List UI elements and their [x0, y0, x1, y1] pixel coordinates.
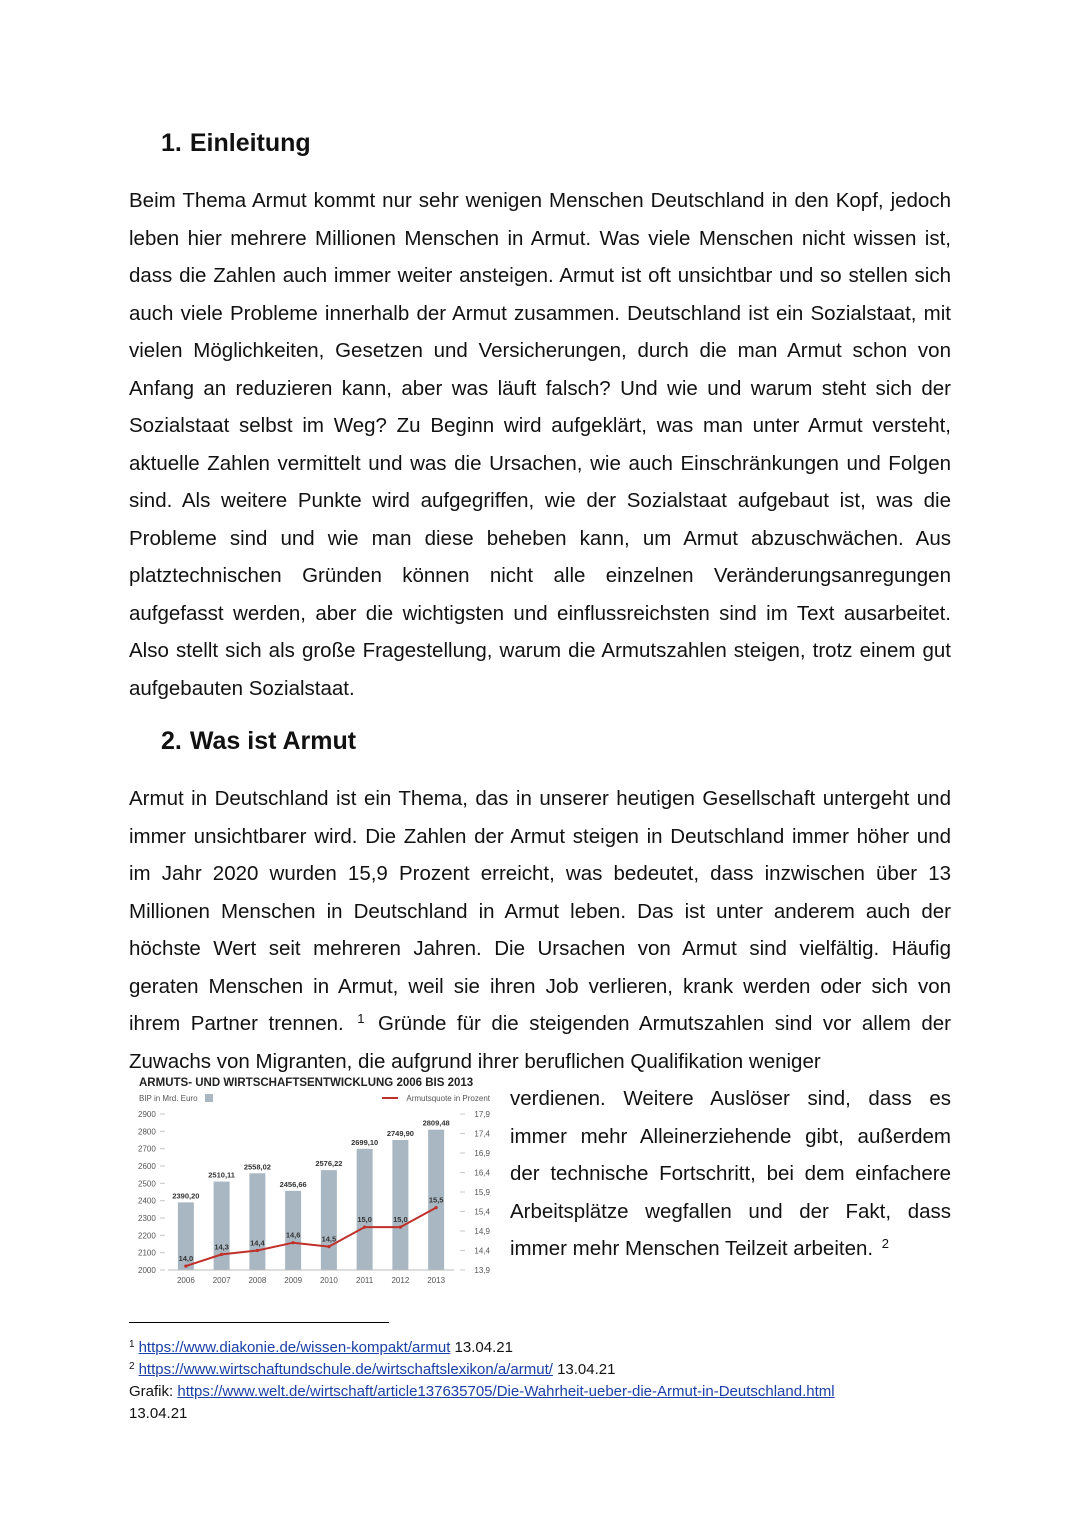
footnote-ref-2: 2 [881, 1236, 890, 1251]
y-left-tick-label: 2100 [138, 1248, 156, 1258]
footnote-mark: 1 [129, 1339, 135, 1350]
paragraph-wrap-text [510, 1080, 951, 1268]
line-label-2008: 14,4 [250, 1238, 265, 1248]
armut-wirtschaft-chart [132, 1072, 498, 1290]
y-left-tick-label: 2700 [138, 1144, 156, 1154]
x-tick-label: 2011 [356, 1276, 374, 1285]
y-left-tick-label: 2600 [138, 1162, 156, 1171]
y-right-tick-label: 17,4 [474, 1129, 490, 1139]
x-tick-label: 2008 [248, 1276, 267, 1285]
graphic-credit-label: Grafik: [129, 1383, 174, 1400]
bar-label-2006: 2390,20 [172, 1191, 200, 1201]
x-tick-label: 2007 [212, 1276, 231, 1285]
y-right-tick-label: 16,9 [474, 1149, 490, 1158]
bar-label-2009: 2456,66 [279, 1179, 307, 1189]
bar-label-2011: 2699,10 [351, 1137, 379, 1147]
y-right-tick-label: 14,9 [474, 1227, 490, 1236]
line-label-2013: 15,5 [428, 1195, 444, 1205]
line-label-2012: 15,0 [393, 1215, 408, 1225]
bar-label-2010: 2576,22 [315, 1159, 343, 1169]
line-point-2009 [292, 1241, 295, 1244]
footnote-separator [129, 1322, 389, 1323]
line-point-2006 [184, 1265, 187, 1268]
line-label-2010: 14,5 [321, 1234, 337, 1244]
footnote-date: 13.04.21 [557, 1361, 616, 1378]
line-point-2010 [327, 1245, 330, 1248]
bar-label-2013: 2809,48 [422, 1118, 450, 1128]
y-left-tick-label: 2900 [138, 1110, 156, 1119]
y-left-tick-label: 2800 [138, 1127, 156, 1137]
graphic-credit [129, 1381, 959, 1403]
footnote-date: 13.04.21 [454, 1339, 513, 1356]
y-right-tick-label: 14,4 [474, 1246, 490, 1256]
line-point-2007 [220, 1253, 223, 1256]
paragraph-text: Gründe für die steigenden Armutszahlen sind vor allem der Zuwachs von Migranten, die aufgrund ihrer beruflichen Qualifikation weniger [129, 1012, 951, 1073]
footnote-link-1[interactable]: https://www.diakonie.de/wissen-kompakt/armut [138, 1339, 451, 1356]
footnote-mark: 2 [129, 1361, 135, 1372]
x-tick-label: 2009 [284, 1276, 303, 1285]
line-point-2011 [363, 1226, 366, 1229]
graphic-credit-date: 13.04.21 [129, 1405, 188, 1422]
bar-2010 [321, 1170, 337, 1270]
paragraph-was-ist-armut [129, 780, 951, 1080]
footnote-ref-1: 1 [357, 1011, 365, 1026]
y-right-tick-label: 15,4 [474, 1207, 490, 1217]
x-tick-label: 2013 [427, 1276, 446, 1285]
heading-number: 1. [161, 129, 182, 157]
line-label-2007: 14,3 [214, 1242, 229, 1252]
paragraph-text: verdienen. Weitere Auslöser sind, dass es immer mehr Alleinerziehende gibt, außerdem der technische Fortschritt, bei dem einfachere Arbeitsplätze wegfallen und der Fakt, dass immer mehr Menschen Teilzeit arbeiten. [510, 1087, 951, 1260]
paragraph-einleitung: Beim Thema Armut kommt nur sehr wenigen Menschen Deutschland in den Kopf, jedoch leben hier mehrere Millionen Menschen in Armut. Was viele Menschen nicht wissen ist, dass die Zahlen auch immer weiter ansteigen. Armut ist oft unsichtbar und so stellen sich auch viele Probleme innerhalb der Armut zusammen. Deutschland ist ein Sozialstaat, mit vielen Möglichkeiten, Gesetzen und Versicherungen, durch die man Armut schon von Anfang an reduzieren kann, aber was läuft falsch? Und wie und warum steht sich der Sozialstaat selbst im Weg? Zu Beginn wird aufgeklärt, was man unter Armut versteht, aktuelle Zahlen vermittelt und was die Ursachen, wie auch Einschränkungen und Folgen sind. Als weitere Punkte wird aufgegriffen, wie der Sozialstaat aufgebaut ist, was die Probleme sind und wie man diese beheben kann, um Armut abzuschwächen. Aus platztechnischen Gründen können nicht alle einzelnen Veränderungsanregungen aufgefasst werden, aber die wichtigsten und einflussreichsten sind im Text ausarbeitet. Also stellt sich als große Fragestellung, warum die Armutszahlen steigen, trotz einem gut aufgebauten Sozialstaat. [129, 189, 951, 700]
line-label-2009: 14,6 [285, 1230, 301, 1240]
y-left-tick-label: 2000 [138, 1266, 156, 1275]
footnote-2 [129, 1359, 959, 1381]
y-right-tick-label: 16,4 [474, 1168, 490, 1178]
paragraph-text: Armut in Deutschland ist ein Thema, das in unserer heutigen Gesellschaft untergeht und immer unsichtbarer wird. Die Zahlen der Armut steigen in Deutschland immer höher und im Jahr 2020 wurden 15,9 Prozent erreicht, was bedeutet, dass inzwischen über 13 Millionen Menschen in Deutschland in Armut leben. Das ist unter anderem auch der höchste Wert seit mehreren Jahren. Die Ursachen von Armut sind vielfältig. Häufig geraten Menschen in Armut, weil sie ihren Job verlieren, krank werden oder sich von ihrem Partner trennen. [129, 787, 951, 1035]
line-point-2013 [435, 1206, 438, 1209]
bar-2011 [357, 1149, 373, 1270]
y-left-tick-label: 2500 [138, 1179, 156, 1189]
heading-number: 2. [161, 727, 182, 755]
right-legend-label: Armutsquote in Prozent [406, 1094, 490, 1103]
bar-label-2008: 2558,02 [243, 1162, 271, 1172]
y-left-tick-label: 2200 [138, 1231, 156, 1241]
heading-was-ist-armut [161, 727, 356, 756]
left-legend-label: BIP in Mrd. Euro [139, 1094, 198, 1103]
x-tick-label: 2010 [319, 1276, 338, 1285]
footnotes [129, 1337, 959, 1425]
bar-2012 [392, 1140, 408, 1270]
y-right-tick-label: 13,9 [474, 1266, 490, 1275]
y-left-tick-label: 2400 [138, 1196, 156, 1206]
graphic-credit-link[interactable]: https://www.welt.de/wirtschaft/article137635705/Die-Wahrheit-ueber-die-Armut-in-Deutschland.html [177, 1383, 835, 1400]
y-left-tick-label: 2300 [138, 1214, 156, 1223]
line-point-2012 [399, 1226, 402, 1229]
heading-title: Einleitung [189, 129, 311, 157]
x-tick-label: 2006 [176, 1276, 195, 1285]
left-legend-swatch [205, 1094, 213, 1102]
footnote-1 [129, 1337, 959, 1359]
chart-title: ARMUTS- UND WIRTSCHAFTSENTWICKLUNG 2006 BIS 2013 [139, 1077, 474, 1089]
line-point-2008 [256, 1249, 259, 1252]
bar-2008 [249, 1173, 265, 1270]
x-tick-label: 2012 [391, 1276, 410, 1285]
heading-title: Was ist Armut [189, 727, 357, 755]
bar-label-2007: 2510,11 [208, 1170, 235, 1180]
footnote-link-2[interactable]: https://www.wirtschaftundschule.de/wirtschaftslexikon/a/armut/ [138, 1361, 553, 1378]
heading-einleitung [161, 129, 311, 158]
line-label-2006: 14,0 [178, 1254, 194, 1264]
y-right-tick-label: 17,9 [474, 1110, 490, 1119]
y-right-tick-label: 15,9 [474, 1188, 490, 1197]
bar-label-2012: 2749,90 [386, 1129, 414, 1139]
line-label-2011: 15,0 [357, 1215, 372, 1225]
